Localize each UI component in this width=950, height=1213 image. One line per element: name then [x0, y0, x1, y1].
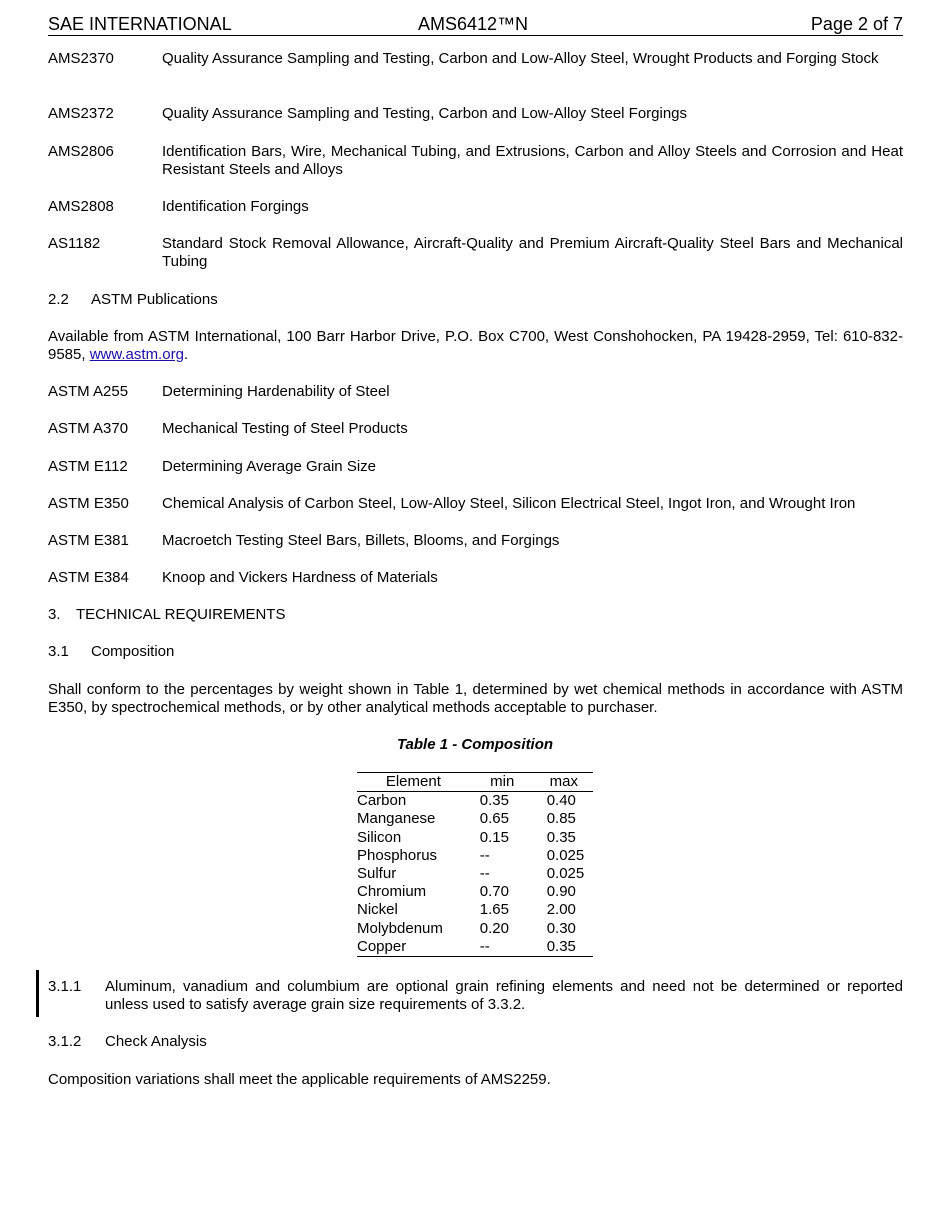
table-row [357, 901, 593, 919]
table-caption: Table 1 - Composition [396, 736, 554, 753]
astm-availability-paragraph [48, 328, 903, 364]
table-header-row [357, 773, 593, 792]
min-cell: 0.15 [479, 828, 509, 846]
availability-end: . [183, 346, 189, 363]
reference-code: AS1182 [48, 235, 101, 252]
reference-entry [48, 383, 903, 401]
reference-title: Mechanical Testing of Steel Products [162, 420, 408, 437]
reference-entry [48, 105, 903, 123]
section-title: Composition [91, 643, 175, 660]
reference-entry [48, 50, 903, 68]
max-cell: 2.00 [546, 901, 576, 919]
section-number: 3.1.2 [48, 1033, 82, 1050]
max-cell: 0.025 [546, 846, 585, 864]
table-row [357, 920, 593, 938]
reference-entry [48, 532, 903, 550]
min-cell: -- [479, 846, 490, 864]
table-row [357, 938, 593, 957]
element-cell: Silicon [357, 828, 402, 846]
section-title: Check Analysis [105, 1033, 207, 1050]
reference-entry [48, 143, 903, 179]
max-cell: 0.85 [546, 810, 576, 828]
section-number: 3. [48, 606, 61, 623]
header-page-number: Page 2 of 7 [810, 14, 903, 34]
reference-entry [48, 569, 903, 587]
reference-title: Quality Assurance Sampling and Testing, Carbon and Low-Alloy Steel Forgings [162, 105, 688, 122]
subsection-3-1-2 [48, 1033, 903, 1051]
header-org: SAE INTERNATIONAL [48, 14, 232, 34]
table-row [357, 883, 593, 901]
reference-code: AMS2372 [48, 105, 114, 122]
element-cell: Chromium [357, 883, 427, 901]
reference-title: Determining Hardenability of Steel [162, 383, 390, 400]
section-number: 3.1.1 [48, 978, 82, 995]
reference-entry [48, 420, 903, 438]
reference-title: Chemical Analysis of Carbon Steel, Low-Alloy Steel, Silicon Electrical Steel, Ingot Iron, and Wrought Iron [162, 495, 856, 512]
reference-entry [48, 198, 903, 216]
reference-code: ASTM A255 [48, 383, 129, 400]
max-cell: 0.35 [546, 828, 576, 846]
composition-paragraph: Shall conform to the percentages by weight shown in Table 1, determined by wet chemical methods in accordance with ASTM E350, by spectrochemical methods, or by other analytical methods acceptable to purchaser. [48, 681, 903, 716]
astm-website-link[interactable]: www.astm.org [89, 346, 184, 363]
min-cell: -- [479, 865, 490, 883]
reference-code: AMS2370 [48, 50, 114, 67]
table-row [357, 810, 593, 828]
subsection-text: Aluminum, vanadium and columbium are optional grain refining elements and need not be determined or reported unless used to satisfy average grain size requirements of 3.3.2. [105, 978, 903, 1013]
section-number: 2.2 [48, 291, 69, 308]
element-cell: Phosphorus [357, 846, 438, 864]
reference-entry [48, 235, 903, 271]
table-row [357, 865, 593, 883]
reference-title: Macroetch Testing Steel Bars, Billets, Blooms, and Forgings [162, 532, 560, 549]
reference-title: Identification Bars, Wire, Mechanical Tubing, and Extrusions, Carbon and Alloy Steels and Corrosion and Heat Resistant Steels and Alloys [162, 143, 903, 178]
column-header: Element [357, 773, 470, 792]
min-cell: 0.35 [479, 792, 509, 810]
element-cell: Carbon [357, 792, 407, 810]
column-header: max [535, 773, 593, 792]
table-row [357, 829, 593, 847]
reference-entry [48, 495, 903, 513]
reference-title: Knoop and Vickers Hardness of Materials [162, 569, 438, 586]
min-cell: 0.20 [479, 919, 509, 937]
reference-code: ASTM E381 [48, 532, 129, 549]
reference-code: ASTM E112 [48, 458, 128, 475]
element-cell: Copper [357, 938, 470, 957]
reference-code: AMS2808 [48, 198, 114, 215]
reference-code: AMS2806 [48, 143, 114, 160]
section-heading [48, 291, 903, 309]
page-header [48, 13, 903, 36]
table-row [357, 847, 593, 865]
table-row [357, 792, 593, 811]
check-analysis-paragraph: Composition variations shall meet the applicable requirements of AMS2259. [48, 1071, 551, 1088]
reference-entry [48, 458, 903, 476]
reference-code: ASTM A370 [48, 420, 129, 437]
min-cell: 0.70 [479, 883, 509, 901]
element-cell: Nickel [357, 901, 398, 919]
reference-title: Determining Average Grain Size [162, 458, 376, 475]
max-cell: 0.90 [546, 883, 576, 901]
reference-code: ASTM E384 [48, 569, 129, 586]
reference-title: Standard Stock Removal Allowance, Aircraft-Quality and Premium Aircraft-Quality Steel Bars and Mechanical Tubing [162, 235, 903, 270]
element-cell: Manganese [357, 810, 436, 828]
reference-title: Quality Assurance Sampling and Testing, Carbon and Low-Alloy Steel, Wrought Products and Forging Stock [162, 50, 879, 67]
composition-table [357, 772, 593, 957]
max-cell: 0.025 [546, 865, 585, 883]
element-cell: Molybdenum [357, 919, 443, 937]
section-number: 3.1 [48, 643, 69, 660]
min-cell: 0.65 [479, 810, 509, 828]
revision-change-bar [36, 970, 39, 1017]
section-heading [48, 606, 903, 624]
section-title: TECHNICAL REQUIREMENTS [76, 606, 286, 623]
reference-title: Identification Forgings [162, 198, 309, 215]
min-cell: 1.65 [479, 901, 509, 919]
subsection-3-1-1 [48, 978, 903, 1014]
column-header: min [470, 773, 535, 792]
availability-text: Available from ASTM International, 100 Barr Harbor Drive, P.O. Box C700, West Conshohocken, PA 19428-2959, Tel: 610-832-9585, [48, 328, 903, 363]
max-cell: 0.40 [546, 792, 576, 810]
section-heading [48, 643, 903, 661]
reference-code: ASTM E350 [48, 495, 129, 512]
min-cell: -- [470, 938, 535, 957]
header-doc-number: AMS6412™N [418, 14, 529, 34]
element-cell: Sulfur [357, 865, 397, 883]
max-cell: 0.35 [535, 938, 593, 957]
max-cell: 0.30 [546, 919, 576, 937]
section-title: ASTM Publications [91, 291, 218, 308]
